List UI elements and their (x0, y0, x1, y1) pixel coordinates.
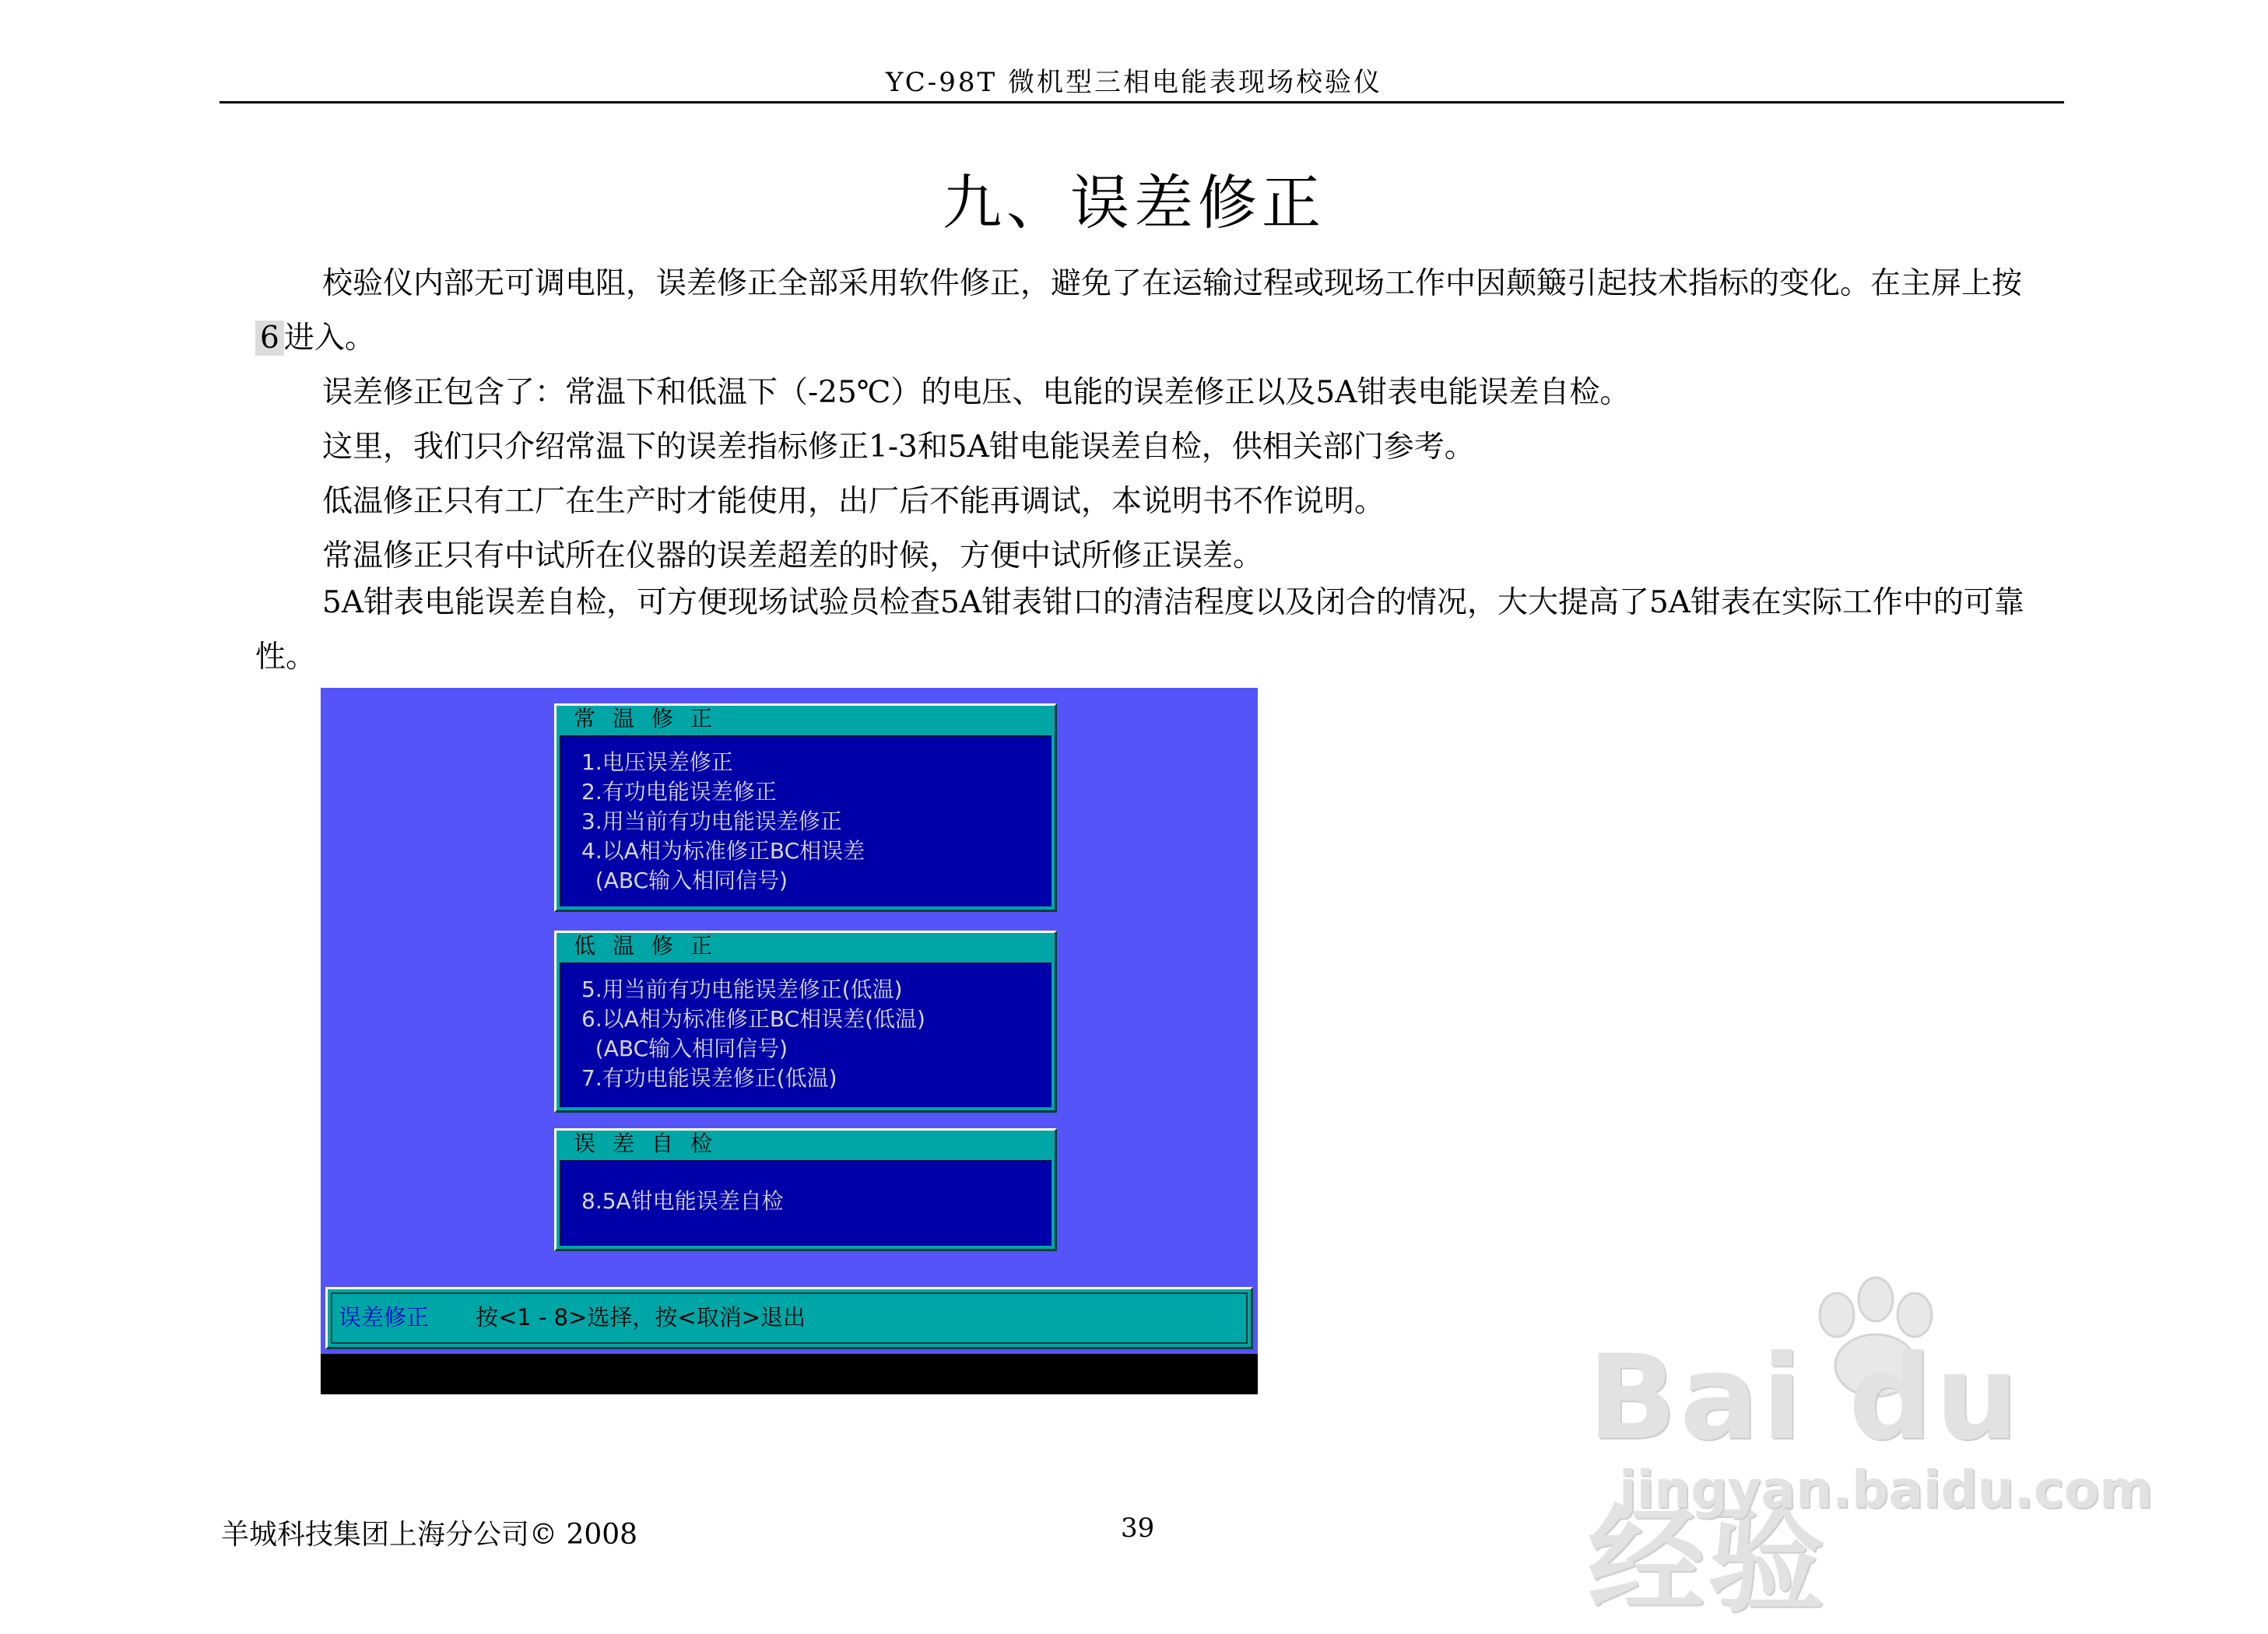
paragraph-intro-text: 校验仪内部无可调电阻，误差修正全部采用软件修正，避免了在运输过程或现场工作中因颠簸引起技术指标的变化。在主屏上按 (322, 266, 2023, 301)
paragraph-contents-text: 误差修正包含了：常温下和低温下（-25℃）的电压、电能的误差修正以及5A钳表电能误差自检。 (322, 375, 1631, 410)
menu-item-5[interactable]: 5.用当前有功电能误差修正(低温) (581, 977, 903, 1002)
paragraph-scope-text: 这里，我们只介绍常温下的误差指标修正1-3和5A钳电能误差自检，供相关部门参考。 (322, 430, 1475, 465)
panel-normal-temp-body (560, 735, 1051, 906)
key-6: 6 (255, 321, 284, 356)
panel-self-check-title: 误差自检 (574, 1131, 730, 1156)
status-label: 误差修正 (339, 1304, 430, 1331)
status-hint: 按<1 - 8>选择，按<取消>退出 (476, 1304, 806, 1331)
device-screen (321, 688, 1258, 1394)
paragraph-contents (255, 366, 2045, 420)
menu-item-8[interactable]: 8.5A钳电能误差自检 (581, 1188, 784, 1214)
paragraph-normal-temp-text: 常温修正只有中试所在仪器的误差超差的时候，方便中试所修正误差。 (322, 538, 1264, 573)
paragraph-scope (255, 420, 2045, 475)
menu-item-2[interactable]: 2.有功电能误差修正 (581, 779, 777, 805)
paragraph-low-temp-text: 低温修正只有工厂在生产时才能使用，出厂后不能再调试，本说明书不作说明。 (322, 484, 1385, 519)
paragraph-intro-end: 进入。 (283, 321, 375, 356)
menu-item-1[interactable]: 1.电压误差修正 (581, 749, 733, 775)
header-rule (219, 101, 2064, 103)
watermark-brand: Bai du 经验 (1588, 1331, 2022, 1629)
menu-item-6-note: (ABC输入相同信号) (581, 1036, 788, 1061)
paragraph-self-check-text: 5A钳表电能误差自检，可方便现场试验员检查5A钳表钳口的清洁程度以及闭合的情况，大大提高了5A钳表在实际工作中的可靠性。 (255, 585, 2024, 675)
screen-bottom-bar (321, 1354, 1258, 1394)
page-header-title: YC-98T 微机型三相电能表现场校验仪 (885, 67, 1383, 98)
panel-normal-temp-title: 常温修正 (574, 706, 730, 731)
panel-low-temp-body (560, 963, 1051, 1107)
menu-item-3[interactable]: 3.用当前有功电能误差修正 (581, 808, 842, 834)
menu-item-6[interactable]: 6.以A相为标准修正BC相误差(低温) (581, 1006, 925, 1032)
panel-low-temp-title: 低温修正 (574, 933, 730, 959)
menu-item-4-note: (ABC输入相同信号) (581, 868, 788, 893)
panel-self-check (554, 1128, 1057, 1251)
paragraph-self-check (255, 576, 2045, 685)
paragraph-low-temp (255, 475, 2045, 529)
panel-low-temp (554, 931, 1057, 1113)
chapter-title: 九、误差修正 (943, 168, 1325, 237)
footer-company: 羊城科技集团上海分公司© 2008 (221, 1519, 638, 1551)
panel-normal-temp (554, 703, 1057, 912)
menu-item-7[interactable]: 7.有功电能误差修正(低温) (581, 1065, 837, 1091)
watermark-url: jingyan.baidu.com (1619, 1460, 2154, 1520)
panel-self-check-body (560, 1160, 1051, 1246)
baidu-watermark (1588, 1276, 2154, 1629)
status-bar (325, 1287, 1253, 1349)
paragraph-intro (255, 257, 2045, 366)
page-number: 39 (1121, 1513, 1155, 1544)
menu-item-4[interactable]: 4.以A相为标准修正BC相误差 (581, 838, 865, 864)
